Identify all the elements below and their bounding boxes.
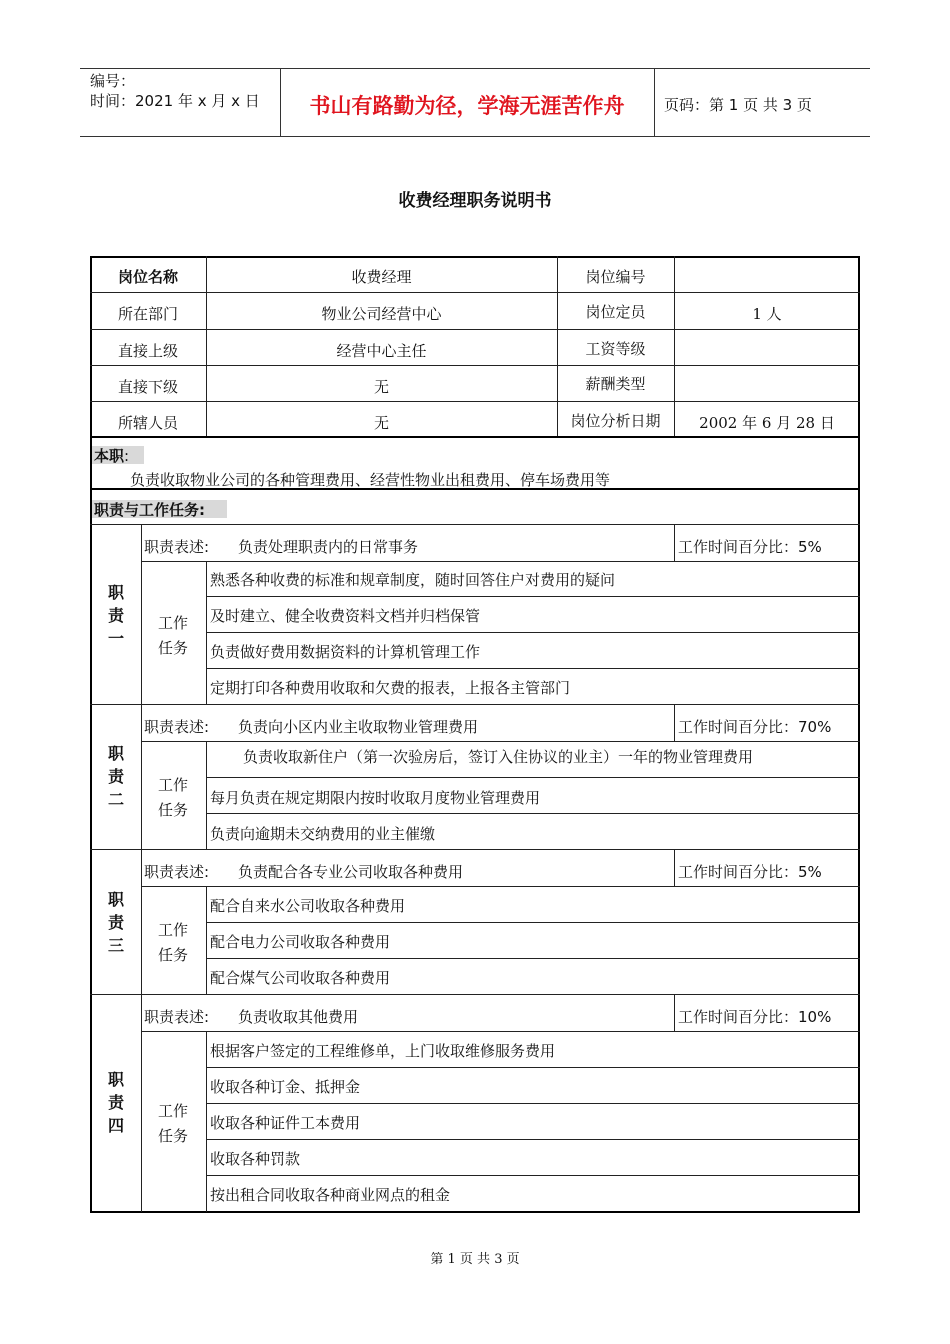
duty3-task-label-line-1: 工作 [157, 921, 188, 939]
duty1-name-char-1: 职 [107, 583, 124, 602]
document-title: 收费经理职务说明书 [398, 191, 552, 211]
duty3-task-2: 配合电力公司收取各种费用 [210, 933, 391, 951]
duty4-pct-col-line [674, 994, 675, 1031]
summary-text: 负责收取物业公司的各种管理费用、经营性物业出租费用、停车场费用等 [130, 471, 611, 489]
duty3-task-col-line [206, 886, 207, 994]
duty3-pct: 工作时间百分比：5% [678, 863, 822, 881]
duty2-desc: 负责向小区内业主收取物业管理费用 [238, 718, 479, 736]
duty2-task-col-line [206, 741, 207, 849]
duty4-name-char-1: 职 [107, 1070, 124, 1089]
duty1-task-line-2 [206, 632, 860, 633]
info-row-line-1 [90, 292, 860, 293]
duty1-task-label-line-2: 任务 [157, 639, 188, 657]
value-department: 物业公司经营中心 [321, 305, 442, 323]
duty1-name-char-3: 一 [107, 629, 124, 648]
duty1-pct-col-line [674, 524, 675, 561]
duty4-task-line-2 [206, 1103, 860, 1104]
duty3-pct-col-line [674, 849, 675, 886]
duty2-task-2: 每月负责在规定期限内按时收取月度物业管理费用 [210, 789, 541, 807]
duty3-bottom-line [90, 994, 860, 995]
duty4-desc-label: 职责表述: [144, 1008, 210, 1026]
form-border-right [858, 256, 860, 1213]
duty4-task-col-line [206, 1031, 207, 1212]
header-number-label: 编号： [90, 72, 136, 90]
duty3-name-char-3: 三 [107, 936, 124, 955]
duty2-name-char-3: 二 [107, 790, 124, 809]
duty4-task-label-line-2: 任务 [157, 1127, 188, 1145]
duty2-pct: 工作时间百分比：70% [678, 718, 832, 736]
duty4-task-line-3 [206, 1139, 860, 1140]
summary-heading-text: 本职 [94, 447, 125, 465]
label-analysis-date: 岗位分析日期 [570, 412, 661, 430]
duty3-desc-label: 职责表述: [144, 863, 210, 881]
duty3-task-1: 配合自来水公司收取各种费用 [210, 897, 406, 915]
duty4-task-1: 根据客户签定的工程维修单，上门收取维修服务费用 [210, 1042, 556, 1060]
duty3-desc-line [141, 886, 860, 887]
duty4-task-label-line-1: 工作 [157, 1102, 188, 1120]
duty2-name-char-1: 职 [107, 744, 124, 763]
value-headcount: 1 人 [752, 305, 782, 323]
summary-heading [94, 445, 129, 466]
info-row-line-2 [90, 329, 860, 330]
duty2-task-line-2 [206, 813, 860, 814]
duty3-task-line-1 [206, 922, 860, 923]
duty1-task-line-1 [206, 596, 860, 597]
duty3-task-line-2 [206, 958, 860, 959]
duty-name-col-line [141, 524, 142, 1212]
duty1-task-1: 熟悉各种收费的标准和规章制度，随时回答住户对费用的疑问 [210, 571, 616, 589]
value-subordinate: 无 [373, 378, 389, 396]
value-supervisor: 经营中心主任 [336, 342, 427, 360]
duty3-task-label-line-2: 任务 [157, 946, 188, 964]
duty3-name-char-1: 职 [107, 890, 124, 909]
info-row-line-3 [90, 365, 860, 366]
duty1-task-4: 定期打印各种费用收取和欠费的报表，上报各主管部门 [210, 679, 571, 697]
duty1-desc-label: 职责表述: [144, 538, 210, 556]
duty4-task-line-1 [206, 1067, 860, 1068]
duty2-desc-line [141, 741, 860, 742]
header-bottom-rule [80, 136, 870, 137]
label-headcount: 岗位定员 [585, 303, 646, 321]
duty4-desc-line [141, 1031, 860, 1032]
duties-heading-line [90, 524, 860, 525]
duty2-pct-col-line [674, 704, 675, 741]
duty1-name-char-2: 责 [107, 606, 124, 625]
form-border-left [90, 256, 92, 1213]
duty2-desc-label: 职责表述: [144, 718, 210, 736]
duty4-desc: 负责收取其他费用 [238, 1008, 359, 1026]
duty1-task-2: 及时建立、健全收费资料文档并归档保管 [210, 607, 481, 625]
duty3-task-label [148, 918, 198, 968]
page-footer: 第 1 页 共 3 页 [430, 1252, 520, 1267]
duty3-desc: 负责配合各专业公司收取各种费用 [238, 863, 464, 881]
duty4-task-5: 按出租合同收取各种商业网点的租金 [210, 1186, 451, 1204]
label-position-name: 岗位名称 [117, 268, 178, 286]
summary-heading-colon: : [124, 447, 130, 465]
label-supervisor: 直接上级 [117, 342, 178, 360]
duty1-desc-line [141, 561, 860, 562]
duty1-task-3: 负责做好费用数据资料的计算机管理工作 [210, 643, 481, 661]
duty2-name [104, 742, 128, 811]
duty2-name-char-2: 责 [107, 767, 124, 786]
duty1-task-line-3 [206, 668, 860, 669]
label-staff: 所辖人员 [117, 414, 178, 432]
duty1-bottom-line [90, 704, 860, 705]
duty4-task-line-4 [206, 1175, 860, 1176]
value-analysis-date: 2002 年 6 月 28 日 [699, 414, 835, 432]
duties-heading: 职责与工作任务: [94, 501, 205, 519]
duty4-name [104, 1068, 128, 1137]
duty4-pct: 工作时间百分比：10% [678, 1008, 832, 1026]
value-position-name: 收费经理 [351, 268, 412, 286]
duty3-name [104, 888, 128, 957]
duty2-bottom-line [90, 849, 860, 850]
duty4-task-4: 收取各种罚款 [210, 1150, 301, 1168]
duty2-task-line-1 [206, 777, 860, 778]
duty1-task-label-line-1: 工作 [157, 614, 188, 632]
duty2-task-3: 负责向逾期未交纳费用的业主催缴 [210, 825, 436, 843]
duty4-name-char-3: 四 [107, 1116, 124, 1135]
duty3-name-char-2: 责 [107, 913, 124, 932]
duty4-name-char-2: 责 [107, 1093, 124, 1112]
duty2-task-1: 负责收取新住户（第一次验房后，签订入住协议的业主）一年的物业管理费用 [243, 748, 754, 766]
label-subordinate: 直接下级 [117, 378, 178, 396]
header-time-label: 时间：2021 年 x 月 x 日 [90, 92, 260, 110]
info-col-line-3 [674, 256, 675, 437]
duty4-task-2: 收取各种订金、抵押金 [210, 1078, 361, 1096]
label-pay-type: 薪酬类型 [585, 375, 646, 393]
duty2-task-label [148, 773, 198, 823]
label-salary-grade: 工资等级 [585, 340, 646, 358]
duty1-desc: 负责处理职责内的日常事务 [238, 538, 419, 556]
duty1-pct: 工作时间百分比：5% [678, 538, 822, 556]
header-page-label: 页码：第 1 页 共 3 页 [664, 96, 812, 114]
value-staff: 无 [373, 414, 389, 432]
duty2-task-label-line-1: 工作 [157, 776, 188, 794]
duty3-task-3: 配合煤气公司收取各种费用 [210, 969, 391, 987]
summary-bottom-line [90, 488, 860, 490]
duty2-task-label-line-2: 任务 [157, 801, 188, 819]
label-position-code: 岗位编号 [585, 268, 646, 286]
label-department: 所在部门 [117, 305, 178, 323]
job-description-form [90, 256, 860, 1212]
duty4-task-label [148, 1099, 198, 1149]
info-row-line-4 [90, 401, 860, 402]
duty1-name [104, 581, 128, 650]
duty1-task-label [148, 611, 198, 661]
info-bottom-line [90, 436, 860, 438]
header-top-rule [80, 68, 870, 69]
header-divider-right [654, 68, 655, 136]
header-motto: 书山有路勤为径，学海无涯苦作舟 [309, 94, 625, 118]
duty4-task-3: 收取各种证件工本费用 [210, 1114, 361, 1132]
